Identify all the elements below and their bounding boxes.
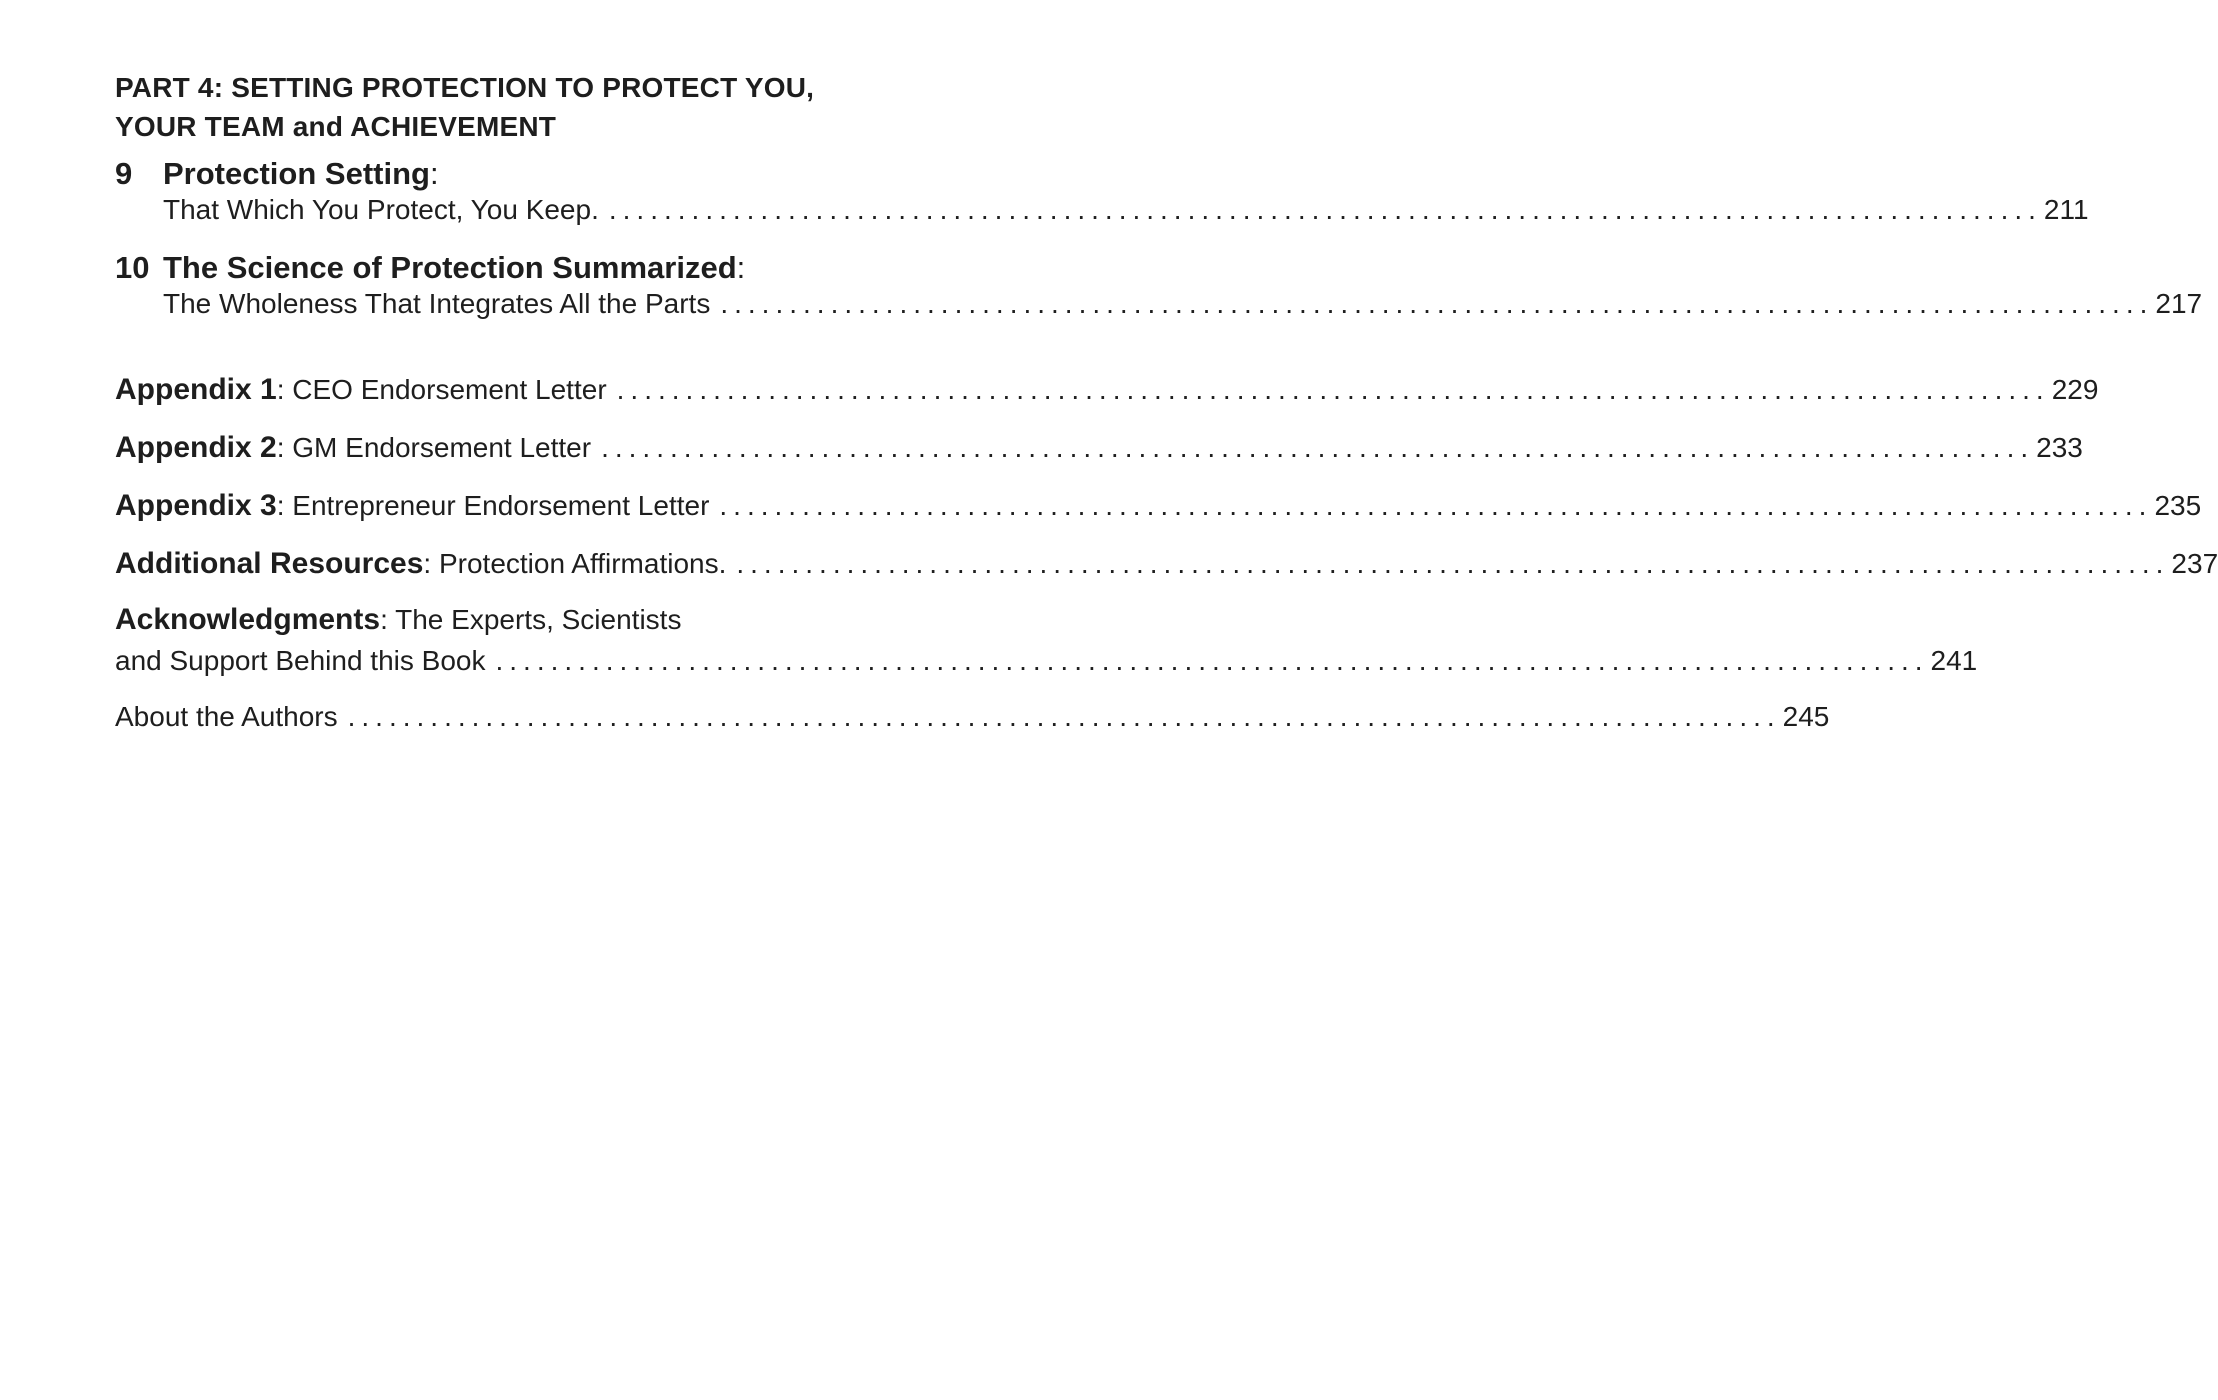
entry-separator: : (423, 548, 439, 579)
chapter-number: 9 (115, 156, 133, 191)
chapter-subtitle-line (163, 286, 2203, 322)
toc-chapter-9[interactable] (115, 156, 2089, 228)
toc-entry-acknowledgments[interactable] (115, 602, 1978, 679)
page-number: 237 (2171, 548, 2218, 579)
dot-leader: ........................................................................................................ (616, 374, 2050, 405)
page-number: 217 (2155, 288, 2203, 319)
page-number: 245 (1782, 701, 1830, 732)
chapter-title-separator: : (736, 250, 746, 285)
entry-text: CEO Endorsement Letter (292, 374, 607, 405)
toc-entry-additional-resources[interactable] (115, 544, 2218, 584)
dot-leader: ........................................................................................................ (720, 288, 2154, 319)
entry-label: Appendix 3 (115, 489, 277, 522)
toc-entry-appendix-3[interactable] (115, 486, 2202, 526)
entry-separator: : (276, 432, 293, 463)
chapter-title-separator: : (429, 156, 439, 191)
entry-label-line (115, 370, 607, 410)
part-heading (115, 68, 977, 146)
dot-leader: ........................................................................................................ (601, 432, 2035, 463)
page-number: 235 (2154, 490, 2202, 521)
dot-leader: ........................................................................................................ (719, 490, 2153, 521)
toc-entry-appendix-1[interactable] (115, 370, 2099, 410)
dot-leader: ........................................................................................................ (347, 701, 1781, 732)
page-number: 241 (1930, 645, 1978, 676)
entry-label: Appendix 2 (115, 431, 277, 464)
toc-page (115, 68, 2218, 737)
dot-leader: ........................................................................................................ (495, 645, 1929, 676)
entry-label-line (115, 544, 726, 584)
chapter-number: 10 (115, 250, 150, 285)
entry-text: GM Endorsement Letter (292, 432, 592, 463)
entry-text: Protection Affirmations. (438, 548, 727, 579)
entry-separator: : (276, 374, 293, 405)
chapter-title-line (163, 250, 977, 286)
entry-label-line (115, 486, 709, 526)
chapter-title: The Science of Protection Summarized (163, 250, 737, 285)
dot-leader: ........................................................................................................ (608, 194, 2042, 225)
entry-label: Appendix 1 (115, 373, 277, 406)
toc-entry-about-authors[interactable] (115, 697, 1830, 737)
entry-label-line (115, 428, 591, 468)
chapter-subtitle: That Which You Protect, You Keep. (163, 194, 599, 225)
entry-separator: : (380, 604, 396, 635)
part-heading-line-1: PART 4: SETTING PROTECTION TO PROTECT YOU, (115, 72, 815, 103)
toc-entry-appendix-2[interactable] (115, 428, 2083, 468)
chapter-subtitle-line (163, 192, 2089, 228)
acknowledgments-line-2 (115, 643, 1978, 679)
page-number: 229 (2051, 374, 2099, 405)
entry-label: Acknowledgments (115, 603, 381, 636)
entry-separator: : (276, 490, 293, 521)
entry-text: The Experts, Scientists (395, 604, 682, 635)
entry-label: Additional Resources (115, 547, 424, 580)
toc-chapter-10[interactable] (115, 250, 2203, 322)
page-number: 233 (2036, 432, 2083, 463)
entry-text-continued: and Support Behind this Book (115, 645, 486, 676)
chapter-subtitle: The Wholeness That Integrates All the Parts (163, 288, 711, 319)
chapter-title-line (163, 156, 977, 192)
entry-text: Entrepreneur Endorsement Letter (292, 490, 710, 521)
entry-text: About the Authors (115, 701, 338, 732)
part-heading-line-2: YOUR TEAM and ACHIEVEMENT (115, 111, 557, 142)
acknowledgments-line-1 (115, 602, 977, 643)
chapter-title: Protection Setting (163, 156, 430, 191)
page-number: 211 (2043, 194, 2089, 225)
dot-leader: ........................................................................................................ (736, 548, 2170, 579)
